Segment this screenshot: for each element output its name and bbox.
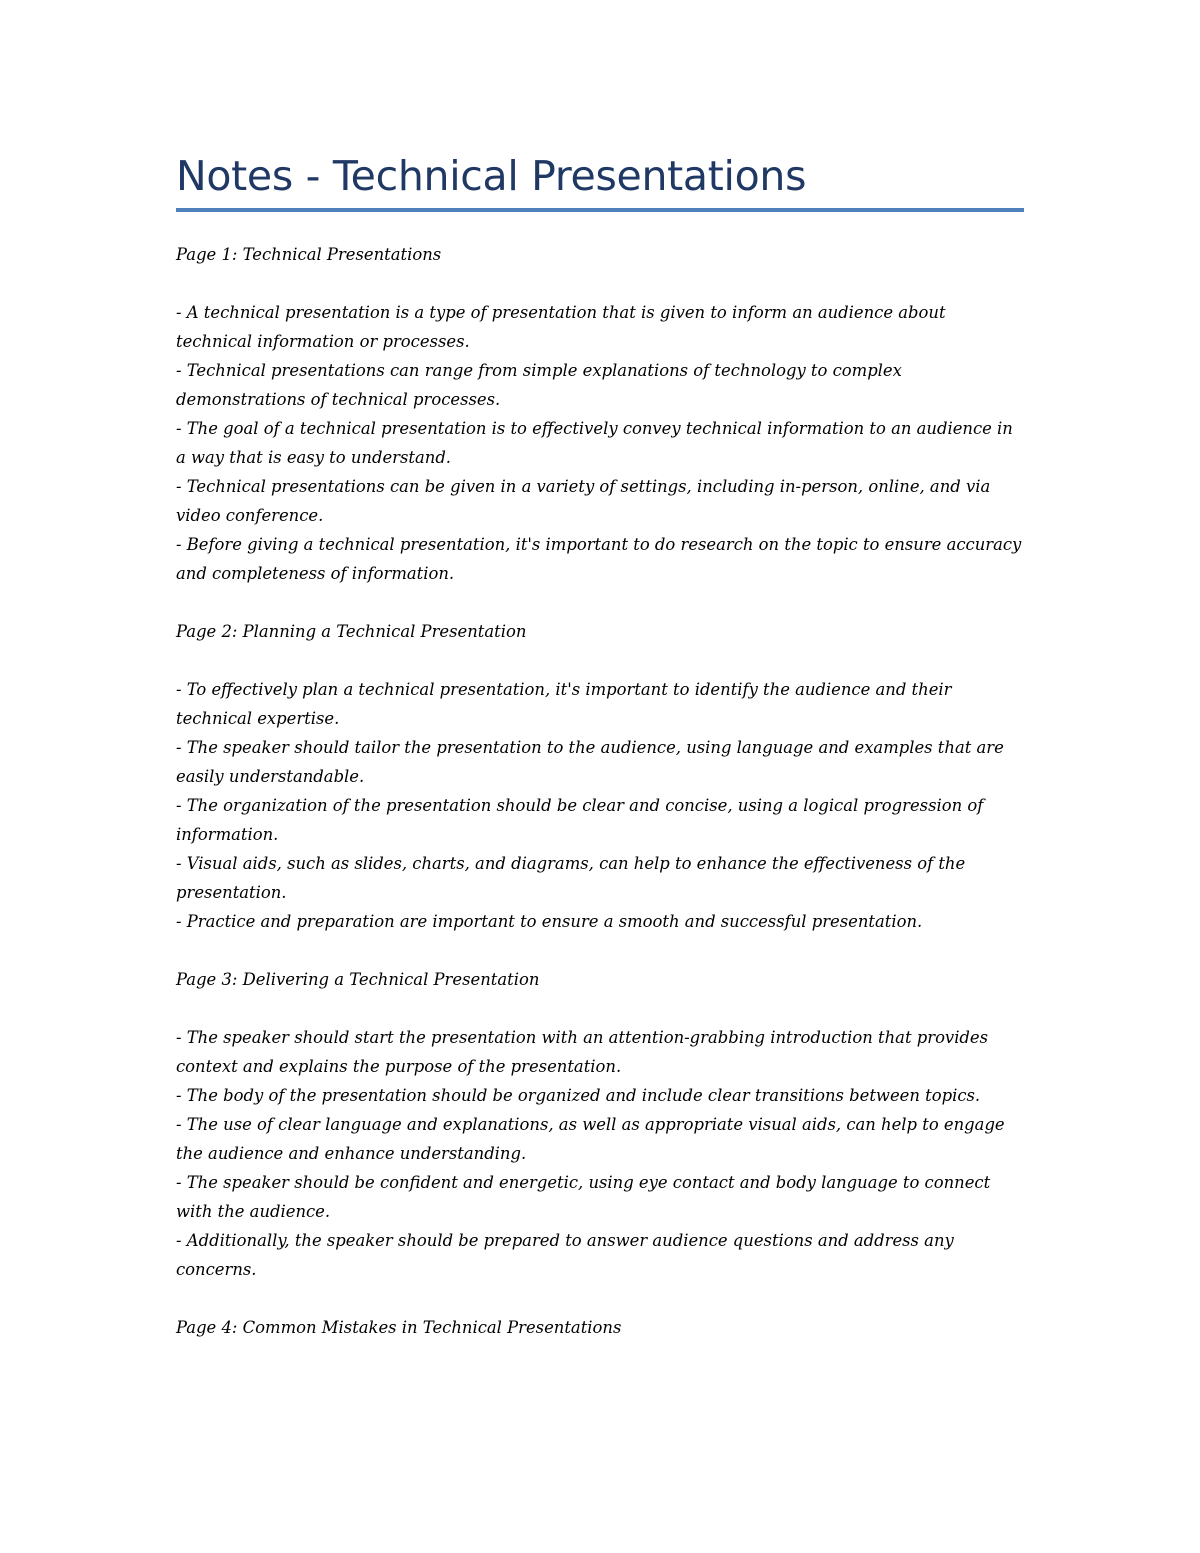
bullet-item: - The speaker should be confident and energetic, using eye contact and body language to connect with the audience. [176,1173,991,1221]
bullet-item: - To effectively plan a technical presentation, it's important to identify the audience and their technical expertise. [176,680,952,728]
section-page-1 [176,240,1036,617]
bullet-item: - Practice and preparation are important to ensure a smooth and successful presentation. [176,912,923,931]
section-heading: Page 4: Common Mistakes in Technical Presentations [176,1318,622,1337]
bullet-item: - The use of clear language and explanations, as well as appropriate visual aids, can help to engage the audience and enhance understanding. [176,1115,1005,1163]
paragraph-spacer [176,588,1036,617]
section-page-4 [176,1313,1036,1342]
bullet-item: - Additionally, the speaker should be prepared to answer audience questions and address any concerns. [176,1231,954,1279]
section-heading: Page 2: Planning a Technical Presentation [176,622,527,641]
bullet-item: - Visual aids, such as slides, charts, and diagrams, can help to enhance the effectiveness of the presentation. [176,854,966,902]
bullet-item: - Technical presentations can be given in a variety of settings, including in-person, online, and via video conference. [176,477,991,525]
section-page-2 [176,617,1036,965]
paragraph-spacer [176,646,1036,675]
section-page-3 [176,965,1036,1313]
paragraph-spacer [176,936,1036,965]
paragraph-spacer [176,1284,1036,1313]
section-heading: Page 1: Technical Presentations [176,245,442,264]
bullet-item: - Before giving a technical presentation, it's important to do research on the topic to ensure accuracy and completeness of information. [176,535,1022,583]
title-underline [176,208,1024,212]
document-title: Notes - Technical Presentations [176,152,807,200]
document-body [176,240,1036,1342]
paragraph-spacer [176,269,1036,298]
paragraph-spacer [176,994,1036,1023]
bullet-item: - The body of the presentation should be organized and include clear transitions between topics. [176,1086,981,1105]
section-heading: Page 3: Delivering a Technical Presentation [176,970,540,989]
bullet-item: - The speaker should start the presentation with an attention-grabbing introduction that provides context and explains the purpose of the presentation. [176,1028,989,1076]
bullet-item: - Technical presentations can range from simple explanations of technology to complex demonstrations of technical processes. [176,361,902,409]
bullet-item: - A technical presentation is a type of presentation that is given to inform an audience about technical information or processes. [176,303,946,351]
bullet-item: - The speaker should tailor the presentation to the audience, using language and examples that are easily understandable. [176,738,1004,786]
bullet-item: - The goal of a technical presentation is to effectively convey technical information to an audience in a way that is easy to understand. [176,419,1013,467]
bullet-item: - The organization of the presentation should be clear and concise, using a logical progression of information. [176,796,984,844]
